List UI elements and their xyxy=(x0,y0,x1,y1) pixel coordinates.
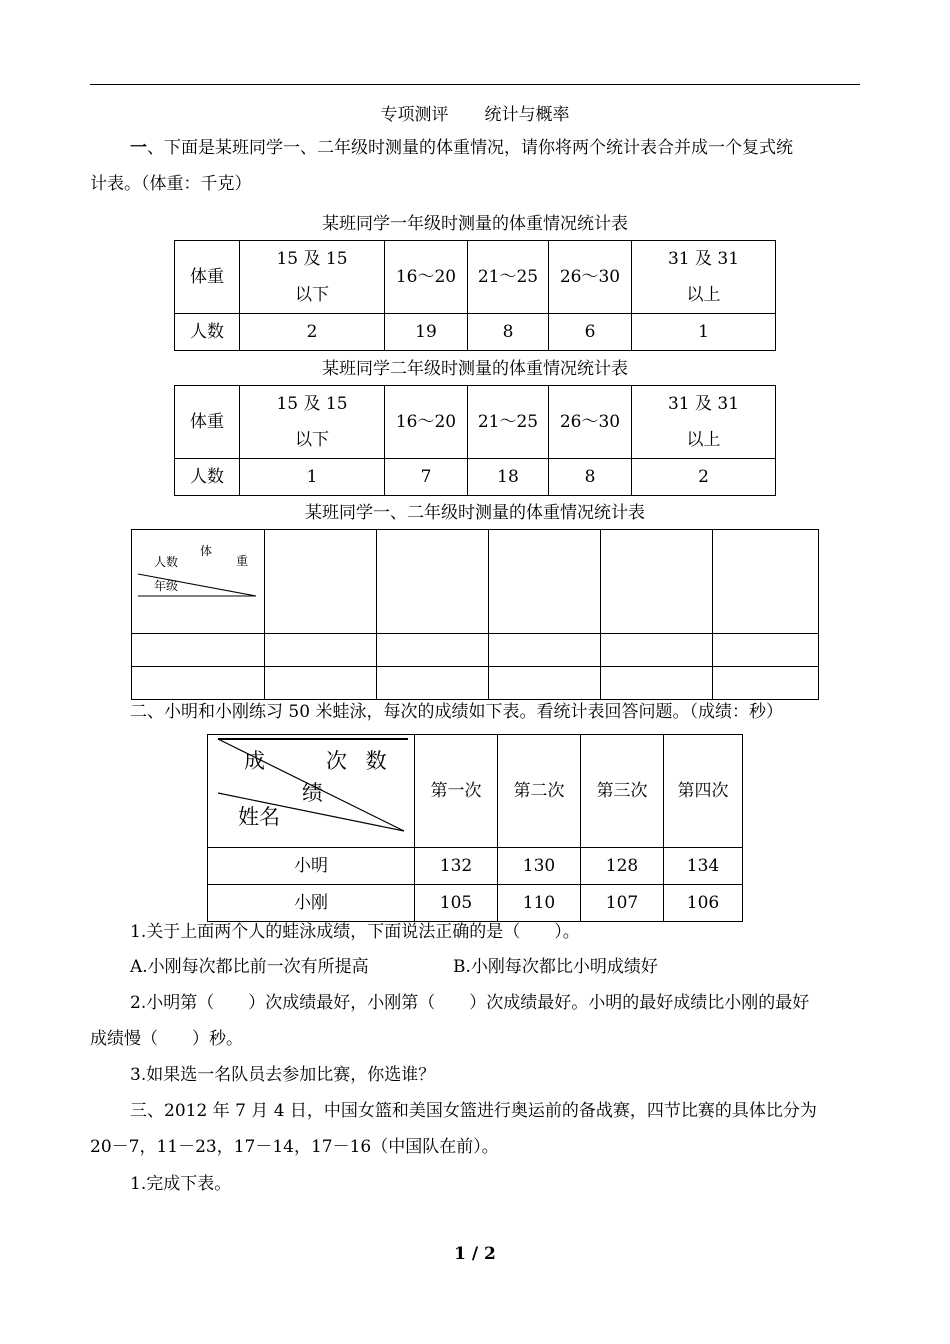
table2-count-2: 18 xyxy=(468,459,549,496)
table1-range-2: 21～25 xyxy=(468,241,549,314)
diag-label-top: 体 xyxy=(200,544,213,558)
table1-range-4: 31 及 31 以上 xyxy=(632,241,776,314)
diag-label-top2: 重 xyxy=(236,554,249,568)
question-2-3: 3.如果选一名队员去参加比赛，你选谁？ xyxy=(130,1065,436,1085)
table1-range-1: 16～20 xyxy=(385,241,468,314)
diagonal-lines xyxy=(132,530,264,633)
section3-intro-line2: 20－7，11－23，17－14，17－16（中国队在前）。 xyxy=(90,1137,499,1157)
question-2-2-line2: 成绩慢（ ）秒。 xyxy=(90,1029,243,1049)
swim-col-1: 第一次 xyxy=(415,735,498,848)
table3-cell[interactable] xyxy=(713,530,819,634)
table2-range-1: 16～20 xyxy=(385,386,468,459)
table3-cell[interactable] xyxy=(265,634,377,667)
table3 xyxy=(131,529,819,700)
swim-diag-d: 姓名 xyxy=(238,805,280,829)
swim-diag-a: 成 xyxy=(244,749,265,773)
table1-count-4: 1 xyxy=(632,314,776,351)
section1-intro-line2: 计表。（体重：千克） xyxy=(90,174,252,194)
question-2-1: 1.关于上面两个人的蛙泳成绩，下面说法正确的是（ ）。 xyxy=(130,922,580,942)
table3-cell[interactable] xyxy=(377,634,489,667)
section1-intro: 一、下面是某班同学一、二年级时测量的体重情况，请你将两个统计表合并成一个复式统 计表。（体重：千克） xyxy=(90,130,862,202)
table1-range-0: 15 及 15 以下 xyxy=(240,241,385,314)
swim-cell: 110 xyxy=(498,885,581,922)
question-2-1-option-a: A.小刚每次都比前一次有所提高 xyxy=(130,957,369,977)
table3-cell[interactable] xyxy=(601,634,713,667)
title-left: 专项测评 xyxy=(380,105,449,125)
swim-cell: 130 xyxy=(498,848,581,885)
header-rule xyxy=(90,84,860,85)
table3-diagonal-header xyxy=(132,530,265,634)
swim-cell: 128 xyxy=(581,848,664,885)
swim-diag-b: 次 数 xyxy=(326,749,393,773)
table1-count-0: 2 xyxy=(240,314,385,351)
table1-range-3: 26～30 xyxy=(549,241,632,314)
table2-count-1: 7 xyxy=(385,459,468,496)
swim-row-name: 小明 xyxy=(208,848,415,885)
table3-cell[interactable] xyxy=(601,530,713,634)
table2-head-people: 人数 xyxy=(175,459,240,496)
table3-caption: 某班同学一、二年级时测量的体重情况统计表 xyxy=(305,503,645,523)
swim-cell: 106 xyxy=(664,885,743,922)
table2-range-2: 21～25 xyxy=(468,386,549,459)
table2-range-3: 26～30 xyxy=(549,386,632,459)
table2-count-4: 2 xyxy=(632,459,776,496)
table1-head-people: 人数 xyxy=(175,314,240,351)
question-3-1: 1.完成下表。 xyxy=(130,1174,232,1194)
swim-cell: 132 xyxy=(415,848,498,885)
swim-col-4: 第四次 xyxy=(664,735,743,848)
swim-diagonal-header xyxy=(208,735,415,848)
swim-table xyxy=(207,734,743,922)
diag-label-mid: 人数 xyxy=(154,555,179,569)
table2 xyxy=(174,385,776,496)
table2-count-0: 1 xyxy=(240,459,385,496)
swim-row-name: 小刚 xyxy=(208,885,415,922)
table2-range-4: 31 及 31 以上 xyxy=(632,386,776,459)
swim-cell: 105 xyxy=(415,885,498,922)
table2-caption: 某班同学二年级时测量的体重情况统计表 xyxy=(322,359,628,379)
question-2-2-line1: 2.小明第（ ）次成绩最好，小刚第（ ）次成绩最好。小明的最好成绩比小刚的最好 xyxy=(130,993,810,1013)
question-2-1-option-b: B.小刚每次都比小明成绩好 xyxy=(453,957,658,977)
table3-cell[interactable] xyxy=(489,530,601,634)
section3-intro-line1: 三、2012 年 7 月 4 日，中国女篮和美国女篮进行奥运前的备战赛，四节比赛的具体比分为 xyxy=(130,1101,817,1121)
section2-intro: 二、小明和小刚练习 50 米蛙泳，每次的成绩如下表。看统计表回答问题。（成绩：秒） xyxy=(130,702,783,722)
title-right: 统计与概率 xyxy=(484,105,570,125)
table1-count-3: 6 xyxy=(549,314,632,351)
table1-caption: 某班同学一年级时测量的体重情况统计表 xyxy=(322,214,628,234)
table2-range-0: 15 及 15 以下 xyxy=(240,386,385,459)
table3-cell[interactable] xyxy=(377,530,489,634)
table1 xyxy=(174,240,776,351)
swim-cell: 107 xyxy=(581,885,664,922)
page-number: 1 / 2 xyxy=(454,1244,496,1264)
table1-count-1: 19 xyxy=(385,314,468,351)
table3-cell[interactable] xyxy=(713,634,819,667)
swim-col-2: 第二次 xyxy=(498,735,581,848)
swim-diag-c: 绩 xyxy=(302,781,323,805)
page-title xyxy=(0,100,950,125)
table2-count-3: 8 xyxy=(549,459,632,496)
table3-cell[interactable] xyxy=(132,634,265,667)
table1-count-2: 8 xyxy=(468,314,549,351)
table2-head-weight: 体重 xyxy=(175,386,240,459)
diag-label-bottom: 年级 xyxy=(154,579,179,593)
table1-head-weight: 体重 xyxy=(175,241,240,314)
swim-col-3: 第三次 xyxy=(581,735,664,848)
table3-cell[interactable] xyxy=(489,634,601,667)
table3-cell[interactable] xyxy=(265,530,377,634)
section1-intro-line1: 、下面是某班同学一、二年级时测量的体重情况，请你将两个统计表合并成一个复式统 xyxy=(147,138,793,158)
swim-cell: 134 xyxy=(664,848,743,885)
